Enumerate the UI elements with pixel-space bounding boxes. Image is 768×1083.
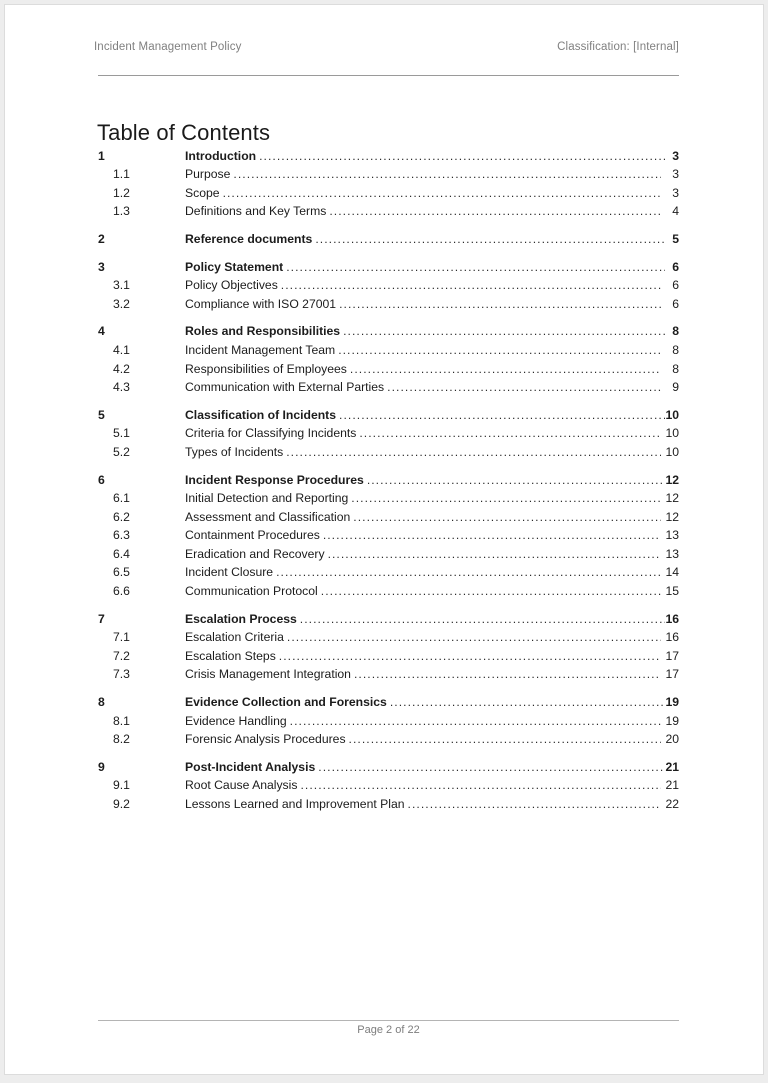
- toc-entry-label: Reference documents: [185, 231, 313, 246]
- toc-entry-page-number: 17: [665, 648, 679, 663]
- toc-entry-number: 3: [98, 259, 105, 274]
- toc-entry[interactable]: [98, 774, 679, 793]
- page-title: Table of Contents: [97, 119, 271, 145]
- toc-entry[interactable]: [98, 626, 679, 645]
- toc-dot-leader: [351, 487, 661, 506]
- toc-entry[interactable]: [98, 403, 679, 422]
- toc-dot-leader: [300, 774, 661, 793]
- toc-entry-number: 6.4: [113, 546, 130, 561]
- toc-entry-page-number: 10: [665, 426, 679, 441]
- toc-entry-number: 6: [98, 472, 105, 487]
- toc-entry-page-number: 21: [665, 778, 679, 793]
- toc-entry-label: Definitions and Key Terms: [185, 204, 327, 219]
- toc-entry-number: 1.1: [113, 167, 130, 182]
- toc-entry-page-number: 12: [665, 491, 679, 506]
- toc-entry-page-number: 8: [672, 324, 679, 339]
- toc-entry-number: 4.1: [113, 342, 130, 357]
- toc-entry[interactable]: [98, 200, 679, 219]
- toc-entry-page-number: 19: [665, 713, 679, 728]
- toc-entry-number: 9: [98, 759, 105, 774]
- toc-dot-leader: [315, 227, 665, 246]
- toc-entry[interactable]: [98, 524, 679, 543]
- toc-entry-number: 7.2: [113, 648, 130, 663]
- toc-entry-label: Evidence Handling: [185, 713, 287, 728]
- toc-dot-leader: [279, 644, 661, 663]
- running-header: [94, 41, 679, 53]
- toc-entry-number: 6.1: [113, 491, 130, 506]
- toc-entry-number: 5.2: [113, 444, 130, 459]
- toc-entry-label: Scope: [185, 185, 220, 200]
- toc-entry[interactable]: [98, 320, 679, 339]
- toc-entry-page-number: 6: [672, 278, 679, 293]
- toc-entry-page-number: 3: [672, 148, 679, 163]
- toc-entry[interactable]: [98, 227, 679, 246]
- toc-entry-number: 9.2: [113, 797, 130, 811]
- toc-dot-leader: [354, 663, 661, 682]
- toc-entry-label: Communication with External Parties: [185, 380, 385, 395]
- toc-entry-page-number: 13: [665, 546, 679, 561]
- toc-entry[interactable]: [98, 755, 679, 774]
- toc-entry-page-number: 3: [672, 167, 679, 182]
- toc-entry-label: Policy Objectives: [185, 278, 278, 293]
- toc-dot-leader: [353, 505, 661, 524]
- toc-entry-number: 9.1: [113, 778, 130, 793]
- toc-entry[interactable]: [98, 255, 679, 274]
- toc-entry[interactable]: [98, 542, 679, 561]
- toc-entry-label: Compliance with ISO 27001: [185, 296, 337, 311]
- toc-dot-leader: [367, 468, 665, 487]
- toc-entry-page-number: 16: [665, 611, 679, 626]
- toc-entry-page-number: 15: [665, 584, 679, 599]
- toc-dot-leader: [286, 255, 665, 274]
- toc-entry-label: Types of Incidents: [185, 444, 284, 459]
- toc-dot-leader: [349, 728, 661, 747]
- toc-entry-label: Criteria for Classifying Incidents: [185, 426, 357, 441]
- toc-entry-page-number: 3: [672, 185, 679, 200]
- toc-entry-label: Purpose: [185, 167, 231, 182]
- toc-dot-leader: [339, 403, 665, 422]
- toc-entry-page-number: 16: [665, 630, 679, 645]
- toc-entry-page-number: 4: [672, 204, 679, 219]
- toc-entry-label: Communication Protocol: [185, 584, 318, 599]
- toc-entry-number: 5.1: [113, 426, 130, 441]
- toc-entry-label: Roles and Responsibilities: [185, 324, 341, 339]
- toc-entry-label: Escalation Steps: [185, 648, 276, 663]
- toc-entry[interactable]: [98, 709, 679, 728]
- toc-entry-number: 3.1: [113, 278, 130, 293]
- toc-entry-label: Assessment and Classification: [185, 509, 351, 524]
- toc-entry-number: 5: [98, 407, 105, 422]
- toc-entry-page-number: 12: [665, 472, 679, 487]
- toc-entry-label: Forensic Analysis Procedures: [185, 732, 346, 747]
- toc-entry-label: Policy Statement: [185, 259, 284, 274]
- toc-entry[interactable]: [98, 607, 679, 626]
- toc-entry-page-number: 17: [665, 667, 679, 682]
- toc-entry-label: Root Cause Analysis: [185, 778, 298, 793]
- toc-entry[interactable]: [98, 376, 679, 395]
- toc-dot-leader: [390, 690, 665, 709]
- toc-entry[interactable]: [98, 792, 679, 811]
- toc-dot-leader: [328, 542, 661, 561]
- toc-entry[interactable]: [98, 292, 679, 311]
- toc-entry[interactable]: [98, 505, 679, 524]
- toc-entry-label: Post-Incident Analysis: [185, 759, 316, 774]
- toc-entry-label: Introduction: [185, 148, 257, 163]
- toc-entry-number: 6.5: [113, 565, 130, 580]
- toc-dot-leader: [259, 144, 665, 163]
- toc-entry-label: Incident Management Team: [185, 342, 336, 357]
- toc-dot-leader: [343, 320, 665, 339]
- toc-entry[interactable]: [98, 440, 679, 459]
- toc-dot-leader: [223, 181, 661, 200]
- toc-entry-label: Lessons Learned and Improvement Plan: [185, 797, 405, 811]
- toc-entry[interactable]: [98, 644, 679, 663]
- toc-entry-number: 8: [98, 695, 105, 710]
- toc-entry-number: 4.3: [113, 380, 130, 395]
- toc-dot-leader: [290, 709, 661, 728]
- toc-entry-number: 4.2: [113, 361, 130, 376]
- toc-dot-leader: [281, 274, 661, 293]
- toc-entry-number: 8.2: [113, 732, 130, 747]
- toc-entry-page-number: 9: [672, 380, 679, 395]
- toc-entry-label: Initial Detection and Reporting: [185, 491, 349, 506]
- toc-dot-leader: [323, 524, 661, 543]
- toc-entry[interactable]: [98, 338, 679, 357]
- toc-entry-number: 1.2: [113, 185, 130, 200]
- page-footer: Page 2 of 22: [357, 1024, 420, 1036]
- table-of-contents: [98, 144, 679, 811]
- toc-entry[interactable]: [98, 690, 679, 709]
- toc-dot-leader: [329, 200, 661, 219]
- header-divider: [98, 75, 679, 76]
- toc-dot-leader: [318, 755, 665, 774]
- header-classification: Classification: [Internal]: [557, 41, 679, 53]
- toc-dot-leader: [408, 792, 661, 811]
- toc-dot-leader: [339, 292, 661, 311]
- toc-entry-number: 7.3: [113, 667, 130, 682]
- toc-entry[interactable]: [98, 663, 679, 682]
- toc-entry-label: Responsibilities of Employees: [185, 361, 347, 376]
- toc-entry-page-number: 19: [665, 695, 679, 710]
- toc-entry-number: 1: [98, 148, 105, 163]
- toc-dot-leader: [233, 163, 661, 182]
- toc-entry-page-number: 6: [672, 296, 679, 311]
- toc-entry-page-number: 8: [672, 361, 679, 376]
- toc-entry-label: Evidence Collection and Forensics: [185, 695, 387, 710]
- footer-divider: [98, 1020, 679, 1021]
- toc-entry-page-number: 10: [665, 407, 679, 422]
- toc-dot-leader: [321, 579, 661, 598]
- toc-entry-page-number: 5: [672, 231, 679, 246]
- toc-entry-page-number: 13: [665, 528, 679, 543]
- toc-entry[interactable]: [98, 579, 679, 598]
- toc-entry[interactable]: [98, 728, 679, 747]
- toc-dot-leader: [359, 422, 661, 441]
- toc-entry[interactable]: [98, 181, 679, 200]
- toc-entry-label: Containment Procedures: [185, 528, 320, 543]
- toc-entry-number: 8.1: [113, 713, 130, 728]
- toc-entry-page-number: 22: [665, 797, 679, 811]
- toc-entry-label: Escalation Process: [185, 611, 297, 626]
- toc-entry[interactable]: [98, 357, 679, 376]
- toc-entry-number: 6.3: [113, 528, 130, 543]
- document-page: [4, 4, 764, 1075]
- toc-entry-page-number: 12: [665, 509, 679, 524]
- toc-entry-number: 4: [98, 324, 105, 339]
- toc-entry[interactable]: [98, 561, 679, 580]
- toc-entry-label: Classification of Incidents: [185, 407, 337, 422]
- toc-entry[interactable]: [98, 274, 679, 293]
- toc-dot-leader: [287, 626, 661, 645]
- toc-entry-number: 2: [98, 231, 105, 246]
- toc-entry-number: 7: [98, 611, 105, 626]
- toc-entry-label: Incident Closure: [185, 565, 274, 580]
- toc-entry-page-number: 8: [672, 342, 679, 357]
- toc-entry-label: Escalation Criteria: [185, 630, 284, 645]
- toc-entry-number: 6.6: [113, 584, 130, 599]
- toc-entry-number: 6.2: [113, 509, 130, 524]
- toc-entry-number: 7.1: [113, 630, 130, 645]
- toc-entry[interactable]: [98, 468, 679, 487]
- toc-entry[interactable]: [98, 487, 679, 506]
- toc-entry[interactable]: [98, 422, 679, 441]
- toc-dot-leader: [338, 338, 661, 357]
- toc-entry-page-number: 14: [665, 565, 679, 580]
- toc-dot-leader: [300, 607, 665, 626]
- toc-dot-leader: [276, 561, 661, 580]
- toc-entry-page-number: 21: [665, 759, 679, 774]
- header-document-title: Incident Management Policy: [94, 41, 242, 53]
- toc-entry-page-number: 6: [672, 259, 679, 274]
- toc-entry-page-number: 20: [665, 732, 679, 747]
- toc-entry-label: Incident Response Procedures: [185, 472, 364, 487]
- toc-dot-leader: [350, 357, 661, 376]
- toc-entry[interactable]: [98, 144, 679, 163]
- toc-entry-number: 3.2: [113, 296, 130, 311]
- toc-dot-leader: [387, 376, 661, 395]
- toc-entry-label: Eradication and Recovery: [185, 546, 325, 561]
- toc-entry-label: Crisis Management Integration: [185, 667, 351, 682]
- toc-entry-page-number: 10: [665, 444, 679, 459]
- toc-entry[interactable]: [98, 163, 679, 182]
- toc-dot-leader: [286, 440, 661, 459]
- toc-entry-number: 1.3: [113, 204, 130, 219]
